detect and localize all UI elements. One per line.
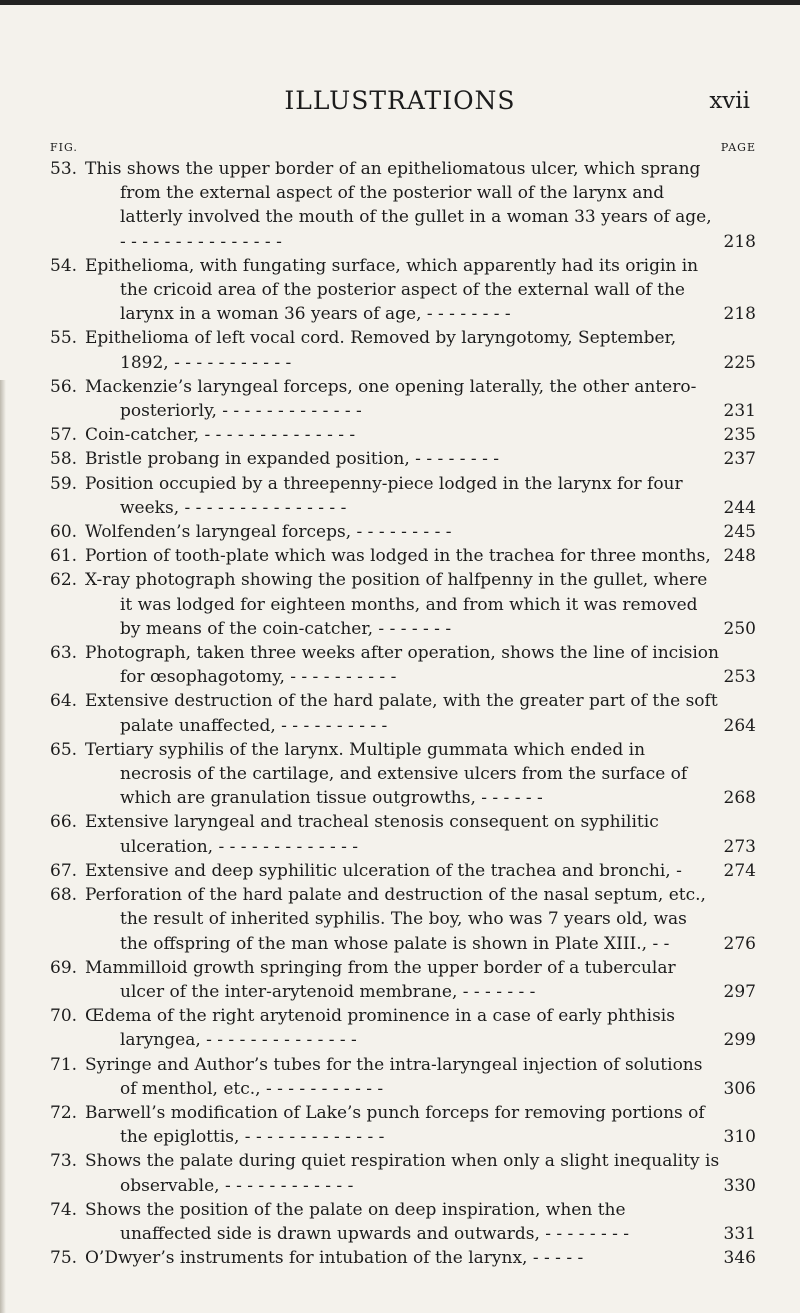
figure-number: 54.: [50, 255, 78, 276]
illustration-list: [50, 157, 756, 1270]
page-reference: 330: [723, 1175, 756, 1196]
page-reference: 244: [723, 497, 756, 518]
page-title: ILLUSTRATIONS: [284, 86, 516, 115]
figure-number: 61.: [50, 546, 78, 567]
figure-caption: Shows the palate during quiet respiration when only a slight inequality is observable, - - - - - - - - - - - -: [85, 1151, 720, 1196]
list-item: [50, 254, 756, 327]
running-header: [0, 86, 800, 126]
list-item: [50, 520, 756, 544]
page-reference: 273: [723, 836, 756, 857]
list-item: [50, 859, 756, 883]
page-reference: 310: [723, 1127, 756, 1148]
figure-number: 64.: [50, 691, 78, 712]
page-reference: 225: [723, 352, 756, 373]
list-item: [50, 568, 756, 641]
figure-caption: Extensive destruction of the hard palate, with the greater part of the soft palate unaffected, - - - - - - - - - -: [85, 691, 718, 736]
figure-caption: Bristle probang in expanded position, - - - - - - - -: [85, 449, 499, 470]
figure-caption: Photograph, taken three weeks after operation, shows the line of incision for œsophagotomy, - - - - - - - - - -: [85, 643, 719, 688]
page-reference: 231: [723, 401, 756, 422]
figure-caption: Mackenzie’s laryngeal forceps, one opening laterally, the other antero-posteriorly, - - - - - - - - - - - - -: [85, 376, 697, 422]
figure-number: 56.: [50, 376, 78, 397]
page-reference: 250: [723, 618, 756, 639]
figure-number: 72.: [50, 1102, 78, 1123]
list-item: [50, 956, 756, 1004]
figure-caption: Wolfenden’s laryngeal forceps, - - - - - - - - -: [85, 522, 452, 543]
figure-caption: Epithelioma of left vocal cord. Removed by laryngotomy, September, 1892, - - - - - - - - - - -: [85, 328, 677, 373]
list-item: [50, 1053, 756, 1101]
figure-caption: This shows the upper border of an epitheliomatous ulcer, which sprang from the external aspect of the posterior wall of the larynx and latterly involved the mouth of the gullet in a woman 33 years of age, - - - - - - - - - - - - - - -: [85, 159, 712, 252]
figure-number: 73.: [50, 1151, 78, 1172]
figure-number: 66.: [50, 812, 78, 833]
list-item: [50, 883, 756, 956]
page-reference: 218: [723, 304, 756, 325]
figure-number: 65.: [50, 739, 78, 760]
page-reference: 235: [723, 425, 756, 446]
list-item: [50, 157, 756, 254]
list-item: [50, 447, 756, 471]
figure-caption: Portion of tooth-plate which was lodged in the trachea for three months,: [85, 546, 711, 567]
page-reference: 346: [723, 1248, 756, 1269]
figure-number: 59.: [50, 473, 78, 494]
figure-caption: Shows the position of the palate on deep inspiration, when the unaffected side is drawn upwards and outwards, - - - - - - - -: [85, 1199, 630, 1244]
page-reference: 276: [723, 933, 756, 954]
figure-number: 75.: [50, 1248, 78, 1269]
figure-number: 62.: [50, 570, 78, 591]
list-item: [50, 1004, 756, 1052]
list-item: [50, 641, 756, 689]
figure-caption: Perforation of the hard palate and destruction of the nasal septum, etc., the result of inherited syphilis. The boy, who was 7 years old, was the offspring of the man whose palate is shown in Plate XIII., - -: [85, 885, 706, 954]
page-number: xvii: [709, 88, 750, 114]
page-reference: 248: [723, 546, 756, 567]
list-item: [50, 1149, 756, 1197]
list-item: [50, 472, 756, 520]
figure-number: 57.: [50, 425, 78, 446]
list-item: [50, 1198, 756, 1246]
column-headings: [50, 141, 756, 154]
figure-number: 53.: [50, 159, 78, 179]
figure-caption: Extensive and deep syphilitic ulceration of the trachea and bronchi, -: [85, 860, 682, 881]
figure-number: 63.: [50, 643, 78, 664]
page-top-edge: [0, 0, 800, 5]
figure-caption: O’Dwyer’s instruments for intubation of the larynx, - - - - -: [85, 1248, 584, 1269]
figure-caption: Coin-catcher, - - - - - - - - - - - - - -: [85, 425, 356, 446]
figure-caption: X-ray photograph showing the position of halfpenny in the gullet, where it was lodged for eighteen months, and from which it was removed by means of the coin-catcher, - - - - - - -: [85, 570, 708, 639]
figure-caption: Epithelioma, with fungating surface, which apparently had its origin in the cricoid area of the posterior aspect of the external wall of the larynx in a woman 36 years of age, - - - - - - - -: [85, 255, 699, 325]
fig-column-label: FIG.: [50, 141, 78, 154]
page-reference: 245: [723, 522, 756, 543]
figure-caption: Œdema of the right arytenoid prominence in a case of early phthisis laryngea, - - - - - - - - - - - - - -: [85, 1006, 675, 1051]
page-reference: 268: [723, 788, 756, 809]
figure-number: 74.: [50, 1199, 78, 1220]
list-item: [50, 810, 756, 858]
page-reference: 264: [723, 715, 756, 736]
page-reference: 306: [723, 1078, 756, 1099]
list-item: [50, 1246, 756, 1270]
figure-number: 60.: [50, 522, 78, 543]
page-reference: 218: [723, 231, 756, 252]
figure-number: 71.: [50, 1054, 78, 1075]
figure-number: 68.: [50, 885, 78, 906]
page-column-label: PAGE: [720, 141, 756, 154]
page-reference: 237: [723, 449, 756, 470]
list-item: [50, 326, 756, 374]
list-item: [50, 375, 756, 423]
figure-number: 58.: [50, 449, 78, 470]
list-item: [50, 544, 756, 568]
figure-caption: Position occupied by a threepenny-piece lodged in the larynx for four weeks, - - - - - - - - - - - - - - -: [85, 473, 683, 518]
list-item: [50, 1101, 756, 1149]
list-item: [50, 423, 756, 447]
figure-caption: Barwell’s modification of Lake’s punch forceps for removing portions of the epiglottis, - - - - - - - - - - - - -: [85, 1102, 705, 1148]
figure-number: 70.: [50, 1006, 78, 1027]
page-reference: 253: [723, 667, 756, 688]
page-reference: 299: [723, 1030, 756, 1051]
figure-caption: Mammilloid growth springing from the upper border of a tubercular ulcer of the inter-arytenoid membrane, - - - - - - -: [85, 957, 676, 1002]
figure-caption: Syringe and Author’s tubes for the intra-laryngeal injection of solutions of menthol, etc., - - - - - - - - - - -: [85, 1054, 703, 1099]
list-item: [50, 689, 756, 737]
list-item: [50, 738, 756, 811]
page-reference: 331: [723, 1223, 756, 1244]
page-binding-shadow: [0, 380, 6, 1313]
figure-number: 67.: [50, 860, 78, 881]
figure-caption: Tertiary syphilis of the larynx. Multiple gummata which ended in necrosis of the cartilage, and extensive ulcers from the surface of which are granulation tissue outgrowths, - - - - - -: [85, 739, 688, 809]
figure-number: 69.: [50, 957, 78, 978]
page-reference: 297: [723, 981, 756, 1002]
page-reference: 274: [723, 860, 756, 881]
figure-number: 55.: [50, 328, 78, 349]
figure-caption: Extensive laryngeal and tracheal stenosis consequent on syphilitic ulceration, - - - - - - - - - - - - -: [85, 812, 659, 857]
